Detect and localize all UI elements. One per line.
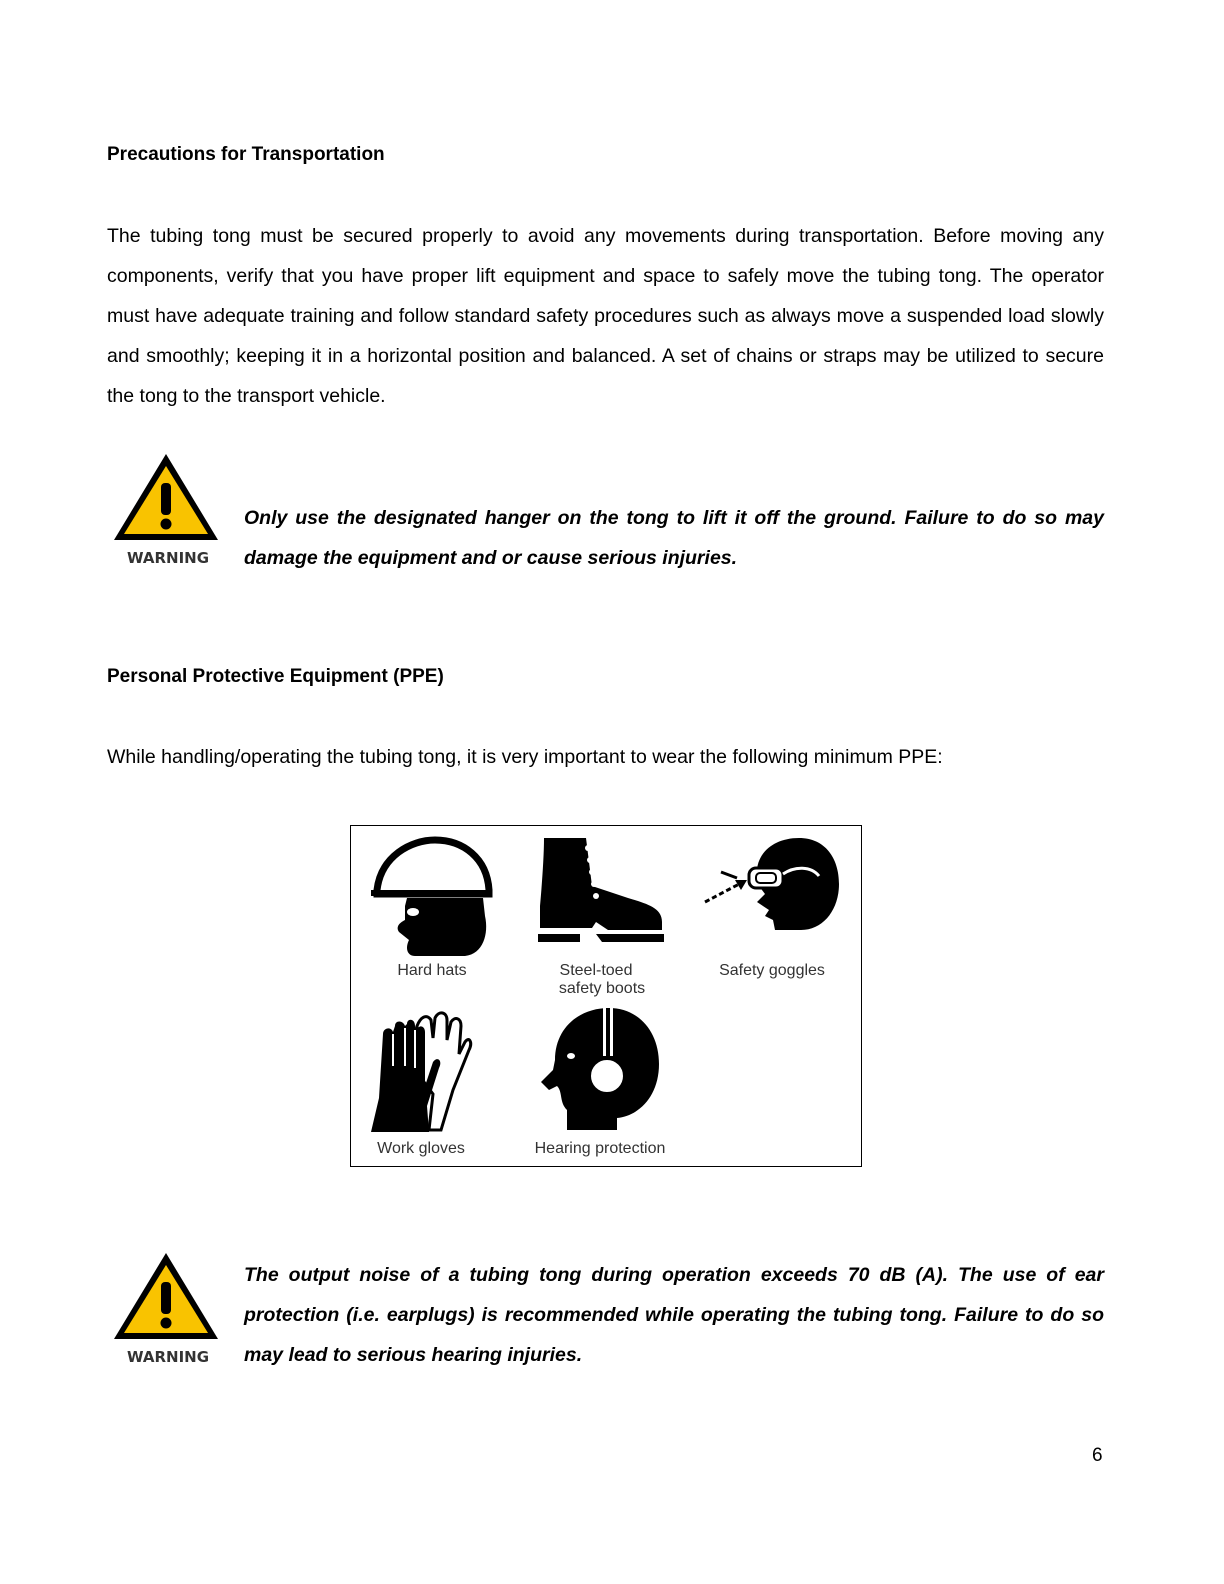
warning-icon (110, 450, 224, 572)
warning-text-noise: The output noise of a tubing tong during operation exceeds 70 dB (A). The use of ear protection (i.e. earplugs) is recommended while operating the tubing tong. Failure to do so may lead to serious hearing injuries. (244, 1264, 1104, 1366)
ppe-label-gloves: Work gloves (377, 1140, 465, 1157)
transport-paragraph: The tubing tong must be secured properly to avoid any movements during transportation. Before moving any components, verify that you have proper lift equipment and space to safely move the tubing tong. The operator must have adequate training and follow standard safety procedures such as always move a suspended load slowly and smoothly; keeping it in a horizontal position and balanced. A set of chains or straps may be utilized to secure the tong to the transport vehicle. (107, 225, 1104, 407)
ppe-intro: While handling/operating the tubing tong, it is very important to wear the following minimum PPE: (107, 746, 943, 768)
ppe-label-goggles: Safety goggles (719, 962, 825, 979)
ppe-figure (350, 825, 862, 1167)
hard-hat-icon (371, 836, 493, 960)
ppe-label-hard-hats: Hard hats (397, 962, 467, 979)
warning-label: WARNING (126, 1348, 210, 1366)
work-gloves-icon (369, 1006, 473, 1138)
safety-goggles-icon (703, 836, 843, 934)
ppe-heading: Personal Protective Equipment (PPE) (107, 666, 444, 687)
warning-text-lifting: Only use the designated hanger on the tong to lift it off the ground. Failure to do so may damage the equipment and or cause serious injuries. (244, 507, 1104, 569)
warning-icon (110, 1249, 224, 1371)
ppe-label-boots-line2: safety boots (558, 980, 646, 997)
ppe-label-boots-line1: Steel-toed (559, 962, 633, 979)
page-number: 6 (1092, 1445, 1103, 1466)
hearing-protection-icon (537, 1006, 661, 1132)
warning-label: WARNING (126, 549, 210, 567)
boot-icon (536, 836, 666, 946)
transport-heading: Precautions for Transportation (107, 144, 385, 165)
ppe-label-hearing: Hearing protection (534, 1140, 666, 1157)
